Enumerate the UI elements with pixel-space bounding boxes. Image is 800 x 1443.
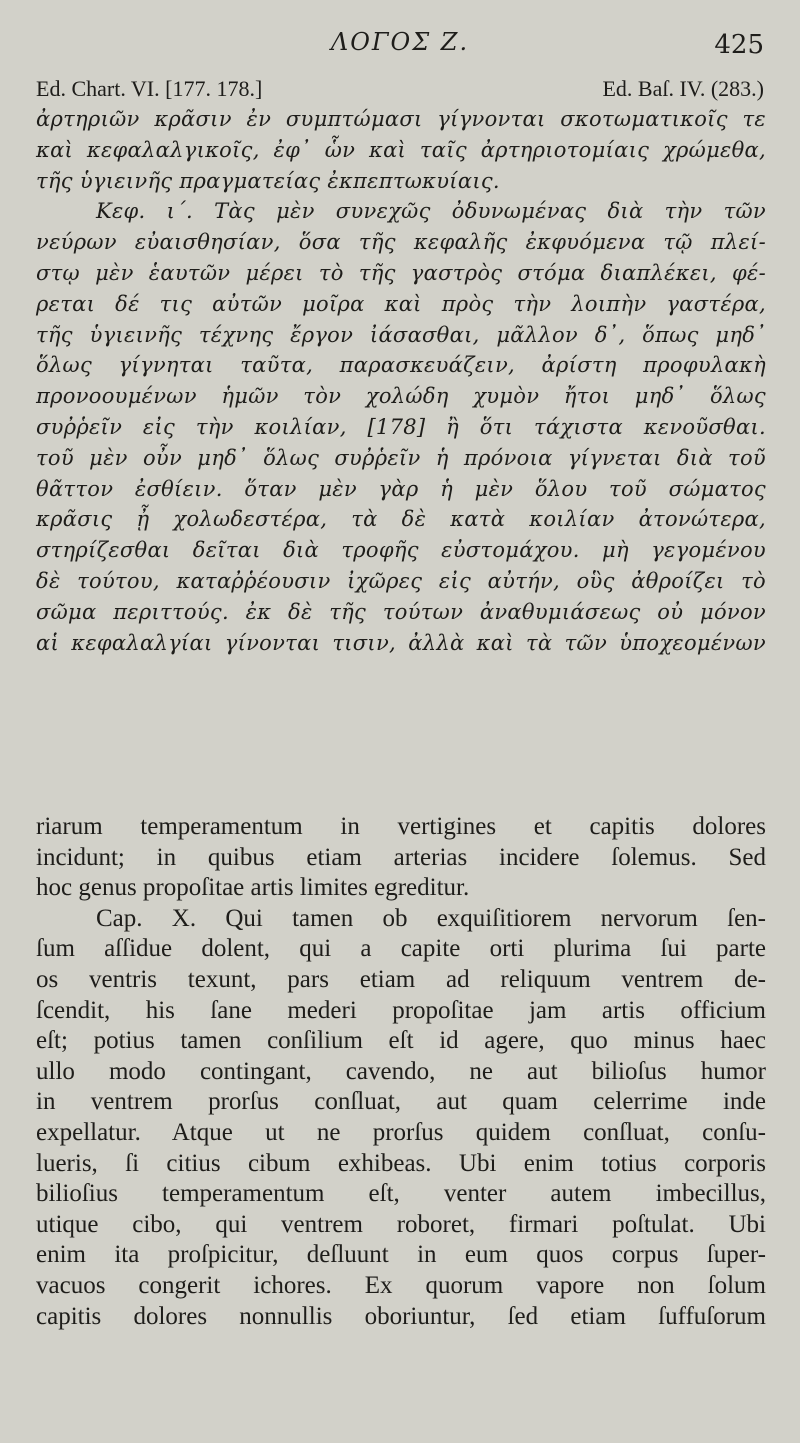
edition-reference-left: Ed. Chart. VI. [177. 178.]: [36, 76, 263, 101]
greek-chapter-heading-line: Κεφ. ι΄. Τὰς μὲν συνεχῶς ὀδυνωμένας διὰ τὴν τῶν: [96, 199, 766, 224]
greek-line: ρεται δέ τις αὐτῶν μοῖρα καὶ πρὸς τὴν λοιπὴν γαστέρα,: [36, 291, 766, 316]
greek-line: τῆς ὑγιεινῆς τέχνης ἔργον ἰάσασθαι, μᾶλλον δ᾽, ὅπως μηδ᾽: [36, 322, 766, 347]
greek-text-block: [36, 104, 766, 658]
greek-line: δὲ τούτου, καταῤῥέουσιν ἰχῶρες εἰς αὐτήν, οὓς ἀθροίζει τὸ: [36, 568, 766, 593]
greek-line: στηρίζεσθαι δεῖται διὰ τροφῆς εὐστομάχου. μὴ γεγομένου: [36, 538, 766, 563]
greek-line: αἱ κεφαλαλγίαι γίνονται τισιν, ἀλλὰ καὶ τὰ τῶν ὑποχεομένων: [36, 630, 766, 655]
latin-line: incidunt; in quibus etiam arterias incidere ſolemus. Sed: [36, 843, 766, 871]
latin-line: ſum aſſidue dolent, qui a capite orti plurima ſui parte: [36, 935, 766, 963]
latin-line: capitis dolores nonnullis oboriuntur, ſed etiam ſuffuſorum: [36, 1302, 766, 1330]
greek-line: τῆς ὑγιεινῆς πραγματείας ἐκπεπτωκυίαις.: [36, 168, 500, 193]
greek-line: ὅλως γίγνηται ταῦτα, παρασκευάζειν, ἀρίστη προφυλακὴ: [36, 353, 766, 378]
latin-line: ſcendit, his ſane mederi propoſitae jam artis officium: [36, 996, 766, 1024]
latin-line: riarum temperamentum in vertigines et capitis dolores: [36, 813, 766, 840]
latin-line: bilioſius temperamentum eſt, venter autem imbecillus,: [36, 1180, 766, 1208]
latin-line: ullo modo contingant, cavendo, ne aut bilioſus humor: [36, 1057, 766, 1085]
greek-line: καὶ κεφαλαλγικοῖς, ἐφ᾽ ὧν καὶ ταῖς ἀρτηριοτομίαις χρώμεθα,: [36, 137, 766, 162]
latin-line: utique cibo, qui ventrem roboret, firmari poſtulat. Ubi: [36, 1210, 766, 1238]
latin-line: vacuos congerit ichores. Ex quorum vapore non ſolum: [36, 1271, 766, 1299]
running-title: ΛΟΓΟΣ Ζ.: [330, 28, 470, 56]
greek-line: στῳ μὲν ἑαυτῶν μέρει τὸ τῆς γαστρὸς στόμα διαπλέκει, φέ-: [36, 260, 766, 285]
latin-line: in ventrem prorſus conſluat, aut quam celerrime inde: [36, 1088, 766, 1116]
latin-chapter-heading-line: Cap. X. Qui tamen ob exquiſitiorem nervorum ſen-: [96, 904, 766, 932]
greek-line: συῤῥεῖν εἰς τὴν κοιλίαν, [178] ἢ ὅτι τάχιστα κενοῦσθαι.: [36, 414, 766, 439]
latin-line: eſt; potius tamen conſilium eſt id agere, quo minus haec: [36, 1027, 766, 1055]
latin-text-block: [36, 812, 766, 1332]
latin-line: hoc genus propoſitae artis limites egreditur.: [36, 874, 470, 902]
greek-line: ἀρτηριῶν κρᾶσιν ἐν συμπτώμασι γίγνονται σκοτωματικοῖς τε: [36, 107, 766, 131]
greek-line: θᾶττον ἐσθίειν. ὅταν μὲν γὰρ ἡ μὲν ὅλου τοῦ σώματος: [36, 476, 766, 501]
greek-line: κρᾶσις ᾖ χολωδεστέρα, τὰ δὲ κατὰ κοιλίαν ἀτονώτερα,: [36, 507, 766, 532]
latin-line: expellatur. Atque ut ne prorſus quidem conſluat, conſu-: [36, 1118, 766, 1146]
edition-reference-right: Ed. Baſ. IV. (283.): [602, 76, 764, 101]
greek-line: νεύρων εὐαισθησίαν, ὅσα τῆς κεφαλῆς ἐκφυόμενα τῷ πλεί-: [36, 230, 766, 255]
page-number: 425: [714, 30, 764, 60]
greek-line: προνοουμένων ἡμῶν τὸν χολώδη χυμὸν ἤτοι μηδ᾽ ὅλως: [36, 384, 766, 409]
latin-line: lueris, ſi citius cibum exhibeas. Ubi enim totius corporis: [36, 1149, 766, 1177]
latin-line: os ventris texunt, pars etiam ad reliquum ventrem de-: [36, 965, 766, 993]
edition-references: [36, 76, 764, 102]
greek-line: τοῦ μὲν οὖν μηδ᾽ ὅλως συῤῥεῖν ἡ πρόνοια γίγνεται διὰ τοῦ: [36, 445, 766, 470]
greek-line: σῶμα περιττούς. ἐκ δὲ τῆς τούτων ἀναθυμιάσεως οὐ μόνον: [36, 599, 766, 624]
latin-line: enim ita proſpicitur, deſluunt in eum quos corpus ſuper-: [36, 1241, 766, 1269]
